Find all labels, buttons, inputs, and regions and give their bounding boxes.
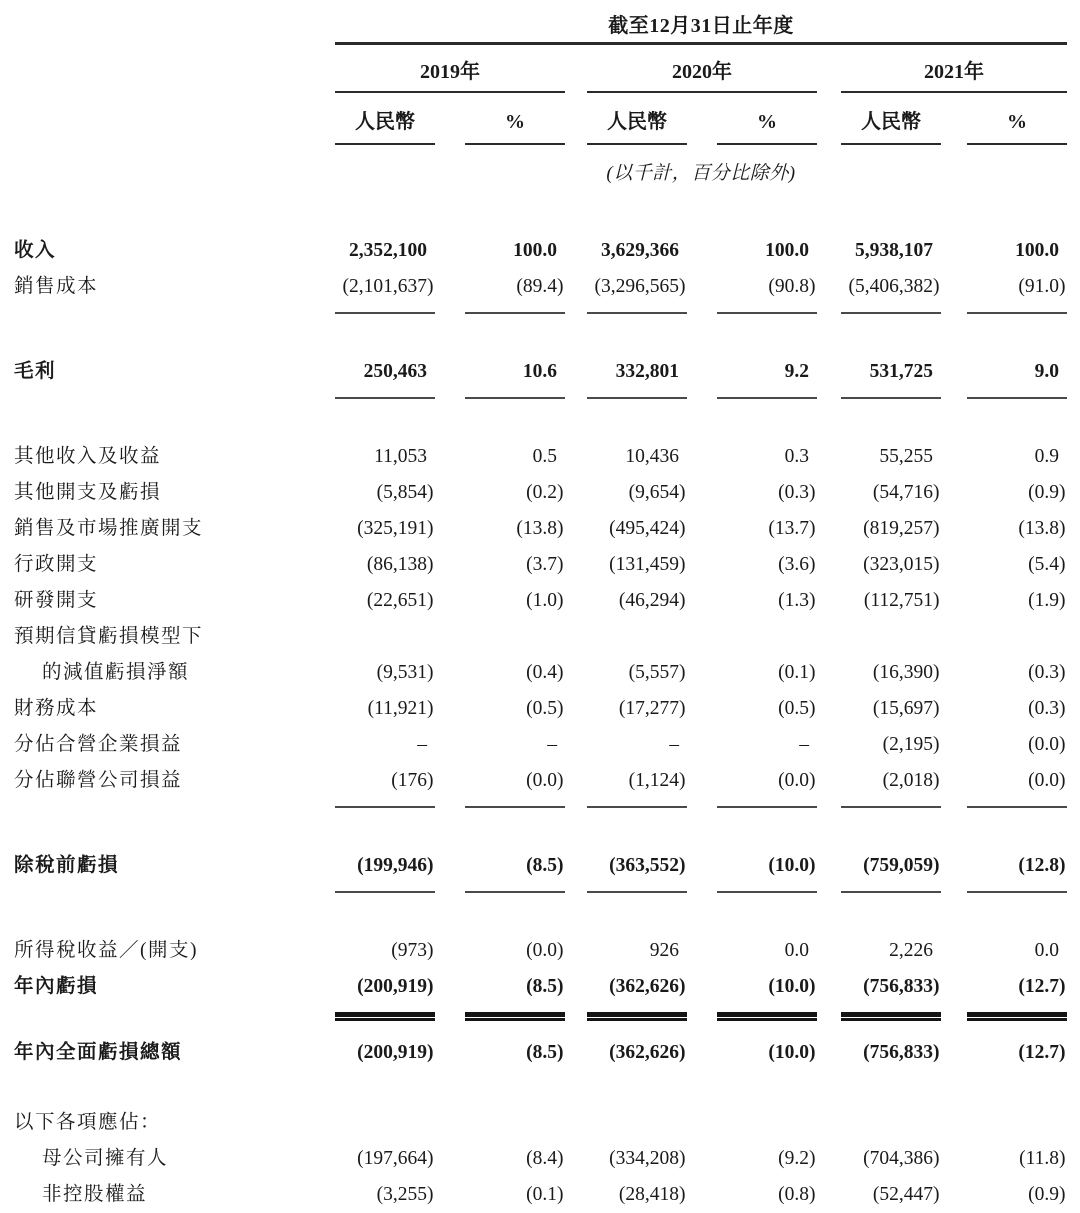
cell-value: (756,833) xyxy=(863,1042,940,1063)
subheader-rmb-2020: 人民幣 xyxy=(587,105,687,145)
table-row xyxy=(14,655,1067,691)
cell-value: (0.3) xyxy=(1028,662,1066,683)
cell-value: 250,463 xyxy=(335,354,435,399)
cell-value: (5,406,382) xyxy=(841,269,941,314)
cell-value: (363,552) xyxy=(587,848,687,893)
cell-value: (759,059) xyxy=(841,848,941,893)
row-label: 年內全面虧損總額 xyxy=(14,1042,183,1063)
cell-value: (12.8) xyxy=(967,848,1067,893)
cell-value: (0.3) xyxy=(778,482,816,503)
row-label: 收入 xyxy=(14,240,57,261)
cell-value: (11.8) xyxy=(1019,1148,1066,1169)
cell-value: 55,255 xyxy=(879,446,933,467)
cell-value: (89.4) xyxy=(465,269,565,314)
cell-value: (973) xyxy=(391,940,434,961)
year-header-2019: 2019年 xyxy=(335,55,565,93)
row-label: 年內虧損 xyxy=(14,976,99,997)
cell-value: (13.8) xyxy=(516,518,564,539)
table-body xyxy=(14,233,1067,1213)
cell-value: 100.0 xyxy=(1015,240,1059,261)
table-row xyxy=(14,933,1067,969)
cell-value: (362,626) xyxy=(587,969,687,1017)
cell-value: (1.0) xyxy=(526,590,564,611)
table-row xyxy=(14,1141,1067,1177)
table-row xyxy=(14,619,1067,655)
cell-value: (16,390) xyxy=(872,662,940,683)
cell-value: (0.5) xyxy=(526,698,564,719)
year-header-2021: 2021年 xyxy=(841,55,1067,93)
cell-value: (0.8) xyxy=(778,1184,816,1205)
cell-value: (12.7) xyxy=(1018,1042,1066,1063)
cell-value: 5,938,107 xyxy=(855,240,933,261)
row-label: 的減值虧損淨額 xyxy=(42,662,190,683)
cell-value: (0.2) xyxy=(526,482,564,503)
row-label: 銷售及市場推廣開支 xyxy=(14,518,204,539)
cell-value: 0.0 xyxy=(784,940,809,961)
cell-value: (13.7) xyxy=(768,518,816,539)
cell-value: 2,226 xyxy=(889,940,933,961)
table-row xyxy=(14,439,1067,475)
table-row xyxy=(14,475,1067,511)
row-label: 銷售成本 xyxy=(14,276,99,297)
subheader-rmb-2021: 人民幣 xyxy=(841,105,941,145)
cell-value: (3,255) xyxy=(376,1184,434,1205)
cell-value: (3.6) xyxy=(778,554,816,575)
cell-value: (3,296,565) xyxy=(587,269,687,314)
cell-value: (3.7) xyxy=(526,554,564,575)
row-label: 毛利 xyxy=(14,361,57,382)
cell-value: (11,921) xyxy=(367,698,434,719)
table-row xyxy=(14,354,1067,399)
cell-value: (0.0) xyxy=(465,763,565,808)
table-row xyxy=(14,1177,1067,1213)
cell-value: (90.8) xyxy=(717,269,817,314)
cell-value: (8.5) xyxy=(465,969,565,1017)
row-label: 母公司擁有人 xyxy=(42,1148,169,1169)
table-row xyxy=(14,233,1067,269)
cell-value: (9,654) xyxy=(628,482,686,503)
cell-value: (28,418) xyxy=(618,1184,686,1205)
year-header-row xyxy=(14,55,1067,93)
cell-value: (1,124) xyxy=(587,763,687,808)
cell-value: (2,018) xyxy=(841,763,941,808)
cell-value: 0.3 xyxy=(784,446,809,467)
cell-value: (15,697) xyxy=(872,698,940,719)
cell-value: (0.9) xyxy=(1028,482,1066,503)
cell-value: (10.0) xyxy=(717,848,817,893)
table-row xyxy=(14,848,1067,893)
cell-value: (1.3) xyxy=(778,590,816,611)
cell-value: (0.9) xyxy=(1028,1184,1066,1205)
cell-value: (0.3) xyxy=(1028,698,1066,719)
row-label: 除稅前虧損 xyxy=(14,855,120,876)
table-row xyxy=(14,583,1067,619)
cell-value: 9.0 xyxy=(967,354,1067,399)
cell-value: (199,946) xyxy=(335,848,435,893)
cell-value: 10,436 xyxy=(625,446,679,467)
cell-value: (176) xyxy=(335,763,435,808)
cell-value: (325,191) xyxy=(357,518,434,539)
cell-value: (197,664) xyxy=(357,1148,434,1169)
cell-value: (819,257) xyxy=(863,518,940,539)
table-row xyxy=(14,511,1067,547)
header-top-rule xyxy=(335,42,1067,45)
row-label: 所得稅收益／(開支) xyxy=(14,940,198,961)
cell-value: (17,277) xyxy=(618,698,686,719)
cell-value: (0.0) xyxy=(717,763,817,808)
table-title: 截至12月31日止年度 xyxy=(608,15,794,37)
cell-value: (9,531) xyxy=(376,662,434,683)
row-label: 行政開支 xyxy=(14,554,99,575)
period-header-row xyxy=(335,10,1067,42)
cell-value: (0.1) xyxy=(526,1184,564,1205)
table-row xyxy=(14,969,1067,1017)
cell-value: (200,919) xyxy=(357,1042,434,1063)
cell-value: (9.2) xyxy=(778,1148,816,1169)
cell-value: (0.0) xyxy=(1028,734,1066,755)
cell-value: 531,725 xyxy=(841,354,941,399)
subheader-pct-2020: % xyxy=(717,105,817,145)
cell-value: (10.0) xyxy=(717,969,817,1017)
table-row xyxy=(14,547,1067,583)
cell-value: (0.4) xyxy=(526,662,564,683)
unit-note: (以千計，百分比除外) xyxy=(606,163,796,184)
row-label: 預期信貸虧損模型下 xyxy=(14,626,204,647)
cell-value: 100.0 xyxy=(765,240,809,261)
cell-value: 0.5 xyxy=(532,446,557,467)
row-label: 以下各項應佔： xyxy=(14,1112,162,1133)
cell-value: (91.0) xyxy=(967,269,1067,314)
cell-value: (54,716) xyxy=(872,482,940,503)
cell-value: (0.0) xyxy=(967,763,1067,808)
cell-value: 332,801 xyxy=(587,354,687,399)
table-row xyxy=(14,763,1067,808)
row-label: 研發開支 xyxy=(14,590,99,611)
cell-value: 11,053 xyxy=(374,446,427,467)
row-label: 財務成本 xyxy=(14,698,99,719)
cell-value: (8.5) xyxy=(465,848,565,893)
subcolumn-header-row xyxy=(14,105,1067,145)
cell-value: (12.7) xyxy=(967,969,1067,1017)
cell-value: (0.1) xyxy=(778,662,816,683)
cell-value: (22,651) xyxy=(366,590,434,611)
subheader-spacer xyxy=(14,105,335,145)
cell-value: (10.0) xyxy=(768,1042,816,1063)
cell-value: – xyxy=(417,734,427,755)
row-label: 分佔合營企業損益 xyxy=(14,734,183,755)
cell-value: (8.4) xyxy=(526,1148,564,1169)
year-header-spacer xyxy=(14,55,335,93)
cell-value: (704,386) xyxy=(863,1148,940,1169)
table-row xyxy=(14,727,1067,763)
row-label: 非控股權益 xyxy=(42,1184,148,1205)
subheader-pct-2019: % xyxy=(465,105,565,145)
cell-value: 0.0 xyxy=(1034,940,1059,961)
cell-value: (112,751) xyxy=(863,590,940,611)
cell-value: (52,447) xyxy=(872,1184,940,1205)
cell-value: (131,459) xyxy=(609,554,686,575)
cell-value: – xyxy=(547,734,557,755)
unit-note-row xyxy=(335,159,1067,189)
cell-value: (8.5) xyxy=(526,1042,564,1063)
cell-value: (323,015) xyxy=(863,554,940,575)
cell-value: (0.0) xyxy=(526,940,564,961)
table-row xyxy=(14,1035,1067,1071)
cell-value: 0.9 xyxy=(1034,446,1059,467)
year-header-2020: 2020年 xyxy=(587,55,817,93)
cell-value: – xyxy=(669,734,679,755)
row-label: 其他收入及收益 xyxy=(14,446,162,467)
cell-value: (334,208) xyxy=(609,1148,686,1169)
subheader-rmb-2019: 人民幣 xyxy=(335,105,435,145)
cell-value: (86,138) xyxy=(366,554,434,575)
cell-value: (46,294) xyxy=(618,590,686,611)
row-label: 其他開支及虧損 xyxy=(14,482,162,503)
cell-value: (495,424) xyxy=(609,518,686,539)
cell-value: (200,919) xyxy=(335,969,435,1017)
cell-value: 3,629,366 xyxy=(601,240,679,261)
cell-value: (5.4) xyxy=(1028,554,1066,575)
cell-value: 9.2 xyxy=(717,354,817,399)
cell-value: 926 xyxy=(649,940,679,961)
cell-value: (2,101,637) xyxy=(335,269,435,314)
row-label: 分佔聯營公司損益 xyxy=(14,770,183,791)
cell-value: 2,352,100 xyxy=(349,240,427,261)
cell-value: (13.8) xyxy=(1018,518,1066,539)
cell-value: (5,557) xyxy=(628,662,686,683)
cell-value: (5,854) xyxy=(376,482,434,503)
table-row xyxy=(14,269,1067,314)
cell-value: (756,833) xyxy=(841,969,941,1017)
table-row xyxy=(14,691,1067,727)
cell-value: 10.6 xyxy=(465,354,565,399)
cell-value: 100.0 xyxy=(513,240,557,261)
cell-value: (362,626) xyxy=(609,1042,686,1063)
cell-value: – xyxy=(799,734,809,755)
cell-value: (0.5) xyxy=(778,698,816,719)
cell-value: (2,195) xyxy=(882,734,940,755)
table-row xyxy=(14,1105,1067,1141)
subheader-pct-2021: % xyxy=(967,105,1067,145)
cell-value: (1.9) xyxy=(1028,590,1066,611)
